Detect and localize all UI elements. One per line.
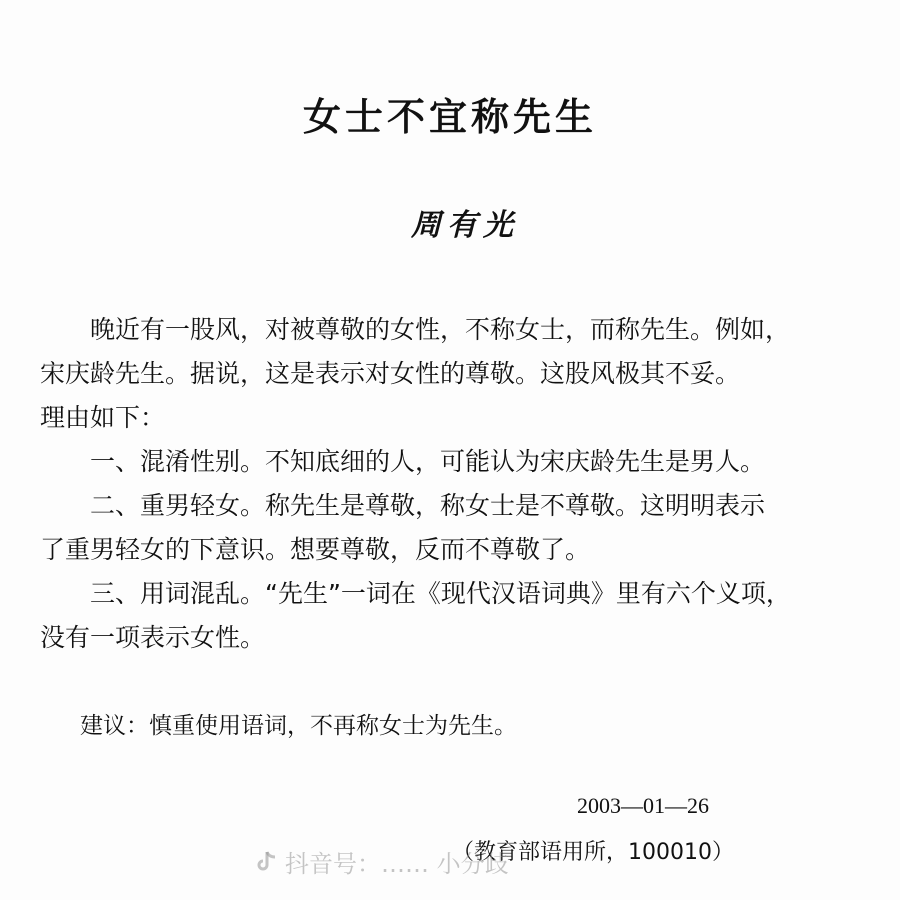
article-body xyxy=(40,308,890,660)
article-title: 女士不宜称先生 xyxy=(302,95,597,139)
paragraph-line: 宋庆龄先生。据说，这是表示对女性的尊敬。这股风极其不妥。 xyxy=(40,359,741,388)
paragraph-line: 三、用词混乱。“先生”一词在《现代汉语词典》里有六个义项， xyxy=(90,579,791,608)
watermark-text: 抖音号：…… 小分歧 xyxy=(285,850,509,878)
article-author: 周有光 xyxy=(411,208,519,243)
douyin-logo-icon xyxy=(255,850,277,874)
paragraph-line: 了重男轻女的下意识。想要尊敬，反而不尊敬了。 xyxy=(40,535,591,564)
paragraph-line: 一、混淆性别。不知底细的人，可能认为宋庆龄先生是男人。 xyxy=(90,447,766,476)
watermark xyxy=(255,844,509,879)
paragraph-line: 二、重男轻女。称先生是尊敬，称女士是不尊敬。这明明表示 xyxy=(90,491,766,520)
suggestion-text: 建议：慎重使用语词，不再称女士为先生。 xyxy=(80,713,517,739)
paragraph-line: 理由如下： xyxy=(40,403,166,432)
paragraph-line: 晚近有一股风，对被尊敬的女性，不称女士，而称先生。例如， xyxy=(90,315,791,344)
paragraph-line: 没有一项表示女性。 xyxy=(40,623,266,652)
author-affiliation: （教育部语用所，100010） xyxy=(452,840,734,865)
article-date: 2003—01—26 xyxy=(577,793,709,818)
